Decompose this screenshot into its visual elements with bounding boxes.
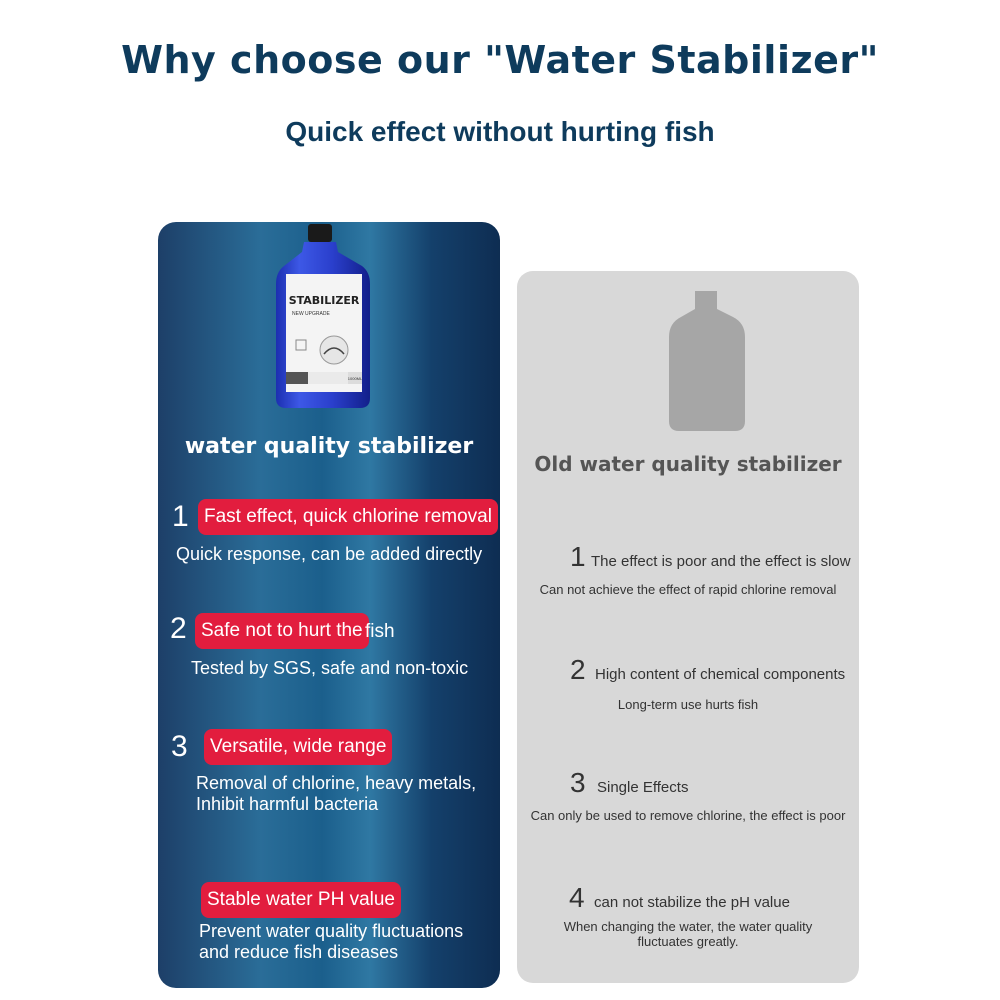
generic-bottle-icon	[667, 291, 747, 433]
benefit-description: Inhibit harmful bacteria	[196, 794, 379, 814]
drawback-description: fluctuates greatly.	[637, 934, 739, 949]
benefit-badge-tail: fish	[365, 621, 395, 642]
our-stabilizer-panel	[158, 222, 500, 988]
benefit-description: Removal of chlorine, heavy metals,	[196, 773, 477, 793]
benefit-description: Prevent water quality fluctuations	[199, 921, 464, 941]
drawback-title: The effect is poor and the effect is slow	[591, 553, 851, 570]
old-stabilizer-panel	[517, 271, 859, 983]
benefit-description: and reduce fish diseases	[199, 942, 399, 962]
stabilizer-bottle-image	[274, 222, 374, 414]
page-title: Why choose our "Water Stabilizer"	[121, 38, 879, 82]
page-subtitle: Quick effect without hurting fish	[285, 116, 715, 147]
benefit-description: Quick response, can be added directly	[176, 544, 483, 564]
left-heading: water quality stabilizer	[184, 434, 474, 459]
drawback-description: When changing the water, the water quality	[563, 919, 813, 934]
drawback-description: Can only be used to remove chlorine, the effect is poor	[530, 808, 846, 823]
item-number: 2	[170, 612, 187, 645]
bottle-volume-label: 1000ML	[347, 376, 363, 381]
drawback-description: Can not achieve the effect of rapid chlorine removal	[539, 582, 837, 597]
benefit-badge: Fast effect, quick chlorine removal	[198, 499, 498, 535]
drawback-title: can not stabilize the pH value	[594, 894, 790, 911]
benefit-badge: Safe not to hurt the	[195, 613, 369, 649]
item-number: 2	[570, 654, 586, 685]
drawback-title: Single Effects	[597, 779, 689, 796]
item-number: 3	[171, 730, 188, 763]
drawback-description: Long-term use hurts fish	[617, 697, 759, 712]
benefit-badge: Stable water PH value	[201, 882, 401, 918]
bottle-line-label: NEW UPGRADE	[292, 311, 330, 317]
drawback-title: High content of chemical components	[595, 666, 846, 683]
item-number: 1	[570, 541, 586, 572]
right-heading: Old water quality stabilizer	[534, 452, 842, 476]
item-number: 1	[172, 500, 189, 533]
item-number: 3	[570, 767, 586, 798]
benefit-badge: Versatile, wide range	[204, 729, 392, 765]
bottle-brand-label: STABILIZER	[288, 294, 360, 307]
benefit-description: Tested by SGS, safe and non-toxic	[191, 658, 469, 678]
item-number: 4	[569, 882, 585, 913]
